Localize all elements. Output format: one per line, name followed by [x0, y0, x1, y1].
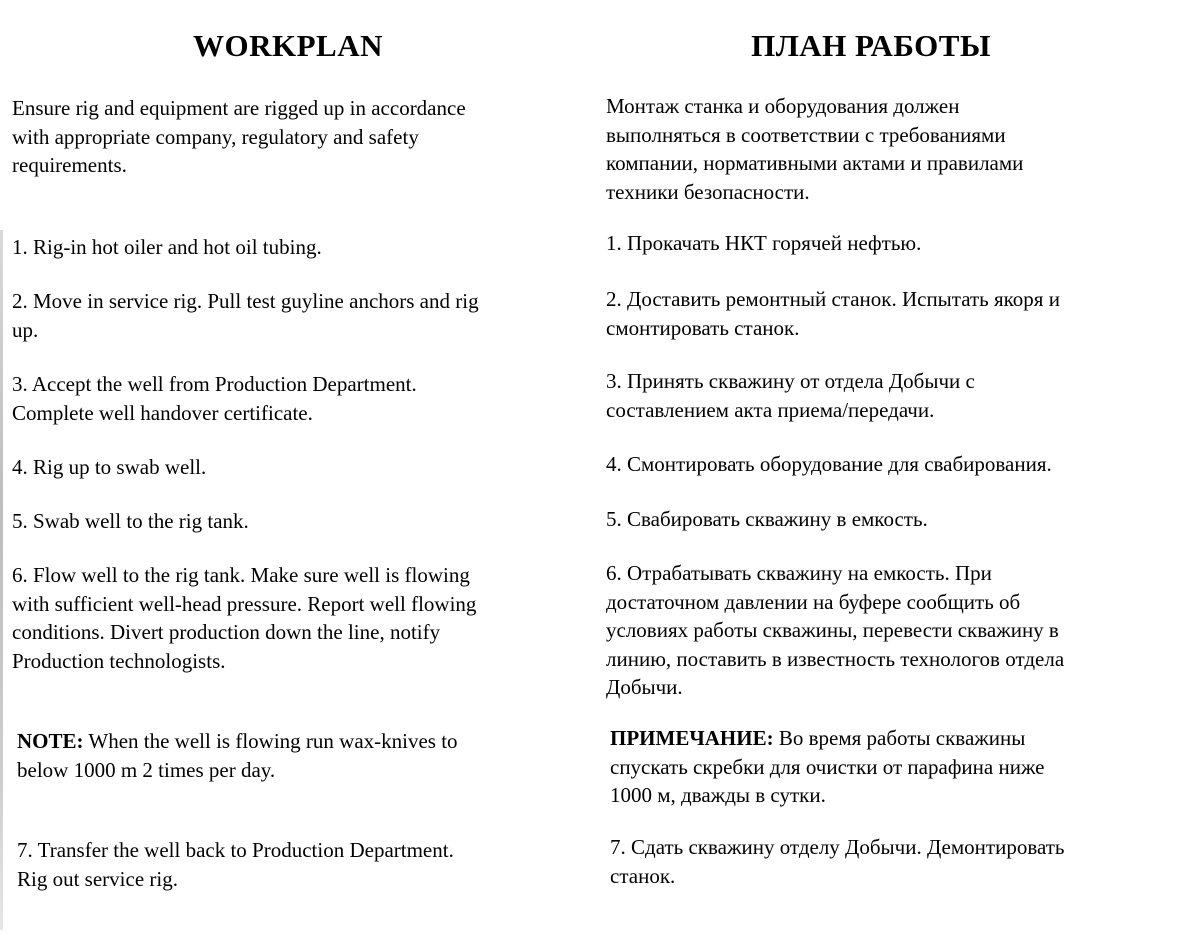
english-step-line: Production technologists.: [12, 648, 226, 673]
russian-note-text: Во время работы скважины: [773, 726, 1026, 750]
russian-step-line: 1. Прокачать НКТ горячей нефтью.: [606, 231, 922, 255]
english-step-line: 7. Transfer the well back to Production Department.: [17, 838, 454, 862]
russian-heading: ПЛАН РАБОТЫ: [751, 28, 991, 63]
english-note-label: NOTE:: [17, 729, 84, 753]
russian-note-line: спускать скребки для очистки от парафина ниже: [610, 754, 1045, 779]
english-step-line: 4. Rig up to swab well.: [12, 455, 207, 479]
russian-intro: [606, 92, 1023, 206]
english-step-line: Complete well handover certificate.: [12, 400, 313, 425]
english-note: [17, 727, 458, 784]
russian-step-7: [610, 833, 1064, 890]
russian-step-line: достаточном давлении на буфере сообщить об: [606, 589, 1021, 614]
english-step-line: 5. Swab well to the rig tank.: [12, 509, 249, 533]
russian-note-line: 1000 м, дважды в сутки.: [610, 783, 826, 807]
english-step-7: [17, 836, 454, 893]
english-intro-line: with appropriate company, regulatory and safety: [12, 124, 419, 149]
english-step-1: [12, 233, 322, 262]
russian-note-label: ПРИМЕЧАНИЕ:: [610, 726, 774, 750]
russian-step-4: [606, 450, 1052, 479]
english-step-line: 1. Rig-in hot oiler and hot oil tubing.: [12, 235, 322, 259]
english-note-text: When the well is flowing run wax-knives to: [83, 729, 458, 753]
russian-step-5: [606, 505, 928, 534]
english-step-3: [12, 370, 417, 427]
english-step-line: conditions. Divert production down the line, notify: [12, 620, 441, 644]
russian-step-6: [606, 559, 1064, 702]
russian-step-2: [606, 285, 1060, 342]
russian-step-line: 7. Сдать скважину отделу Добычи. Демонтировать: [610, 835, 1065, 859]
russian-step-3: [606, 367, 975, 424]
russian-step-line: 3. Принять скважину от отдела Добычи с: [606, 369, 975, 393]
english-step-4: [12, 453, 206, 482]
russian-step-line: 2. Доставить ремонтный станок. Испытать якоря и: [606, 287, 1060, 311]
russian-intro-line: техники безопасности.: [606, 179, 810, 204]
english-step-line: with sufficient well-head pressure. Report well flowing: [12, 591, 477, 616]
russian-note: [610, 724, 1045, 810]
english-step-line: 3. Accept the well from Production Department.: [12, 372, 417, 396]
english-intro-line: requirements.: [12, 153, 127, 177]
english-step-6: [12, 561, 476, 675]
english-step-line: Rig out service rig.: [17, 866, 178, 891]
russian-step-line: 5. Свабировать скважину в емкость.: [606, 507, 928, 531]
english-column: [12, 0, 584, 942]
russian-intro-line: выполняться в соответствии с требованиями: [606, 122, 1006, 147]
russian-intro-line: Монтаж станка и оборудования должен: [606, 94, 960, 118]
english-note-line: below 1000 m 2 times per day.: [17, 757, 276, 782]
english-step-5: [12, 507, 249, 536]
english-step-line: 6. Flow well to the rig tank. Make sure well is flowing: [12, 563, 470, 587]
russian-step-line: 4. Смонтировать оборудование для свабирования.: [606, 452, 1052, 476]
russian-step-line: 6. Отрабатывать скважину на емкость. При: [606, 561, 992, 585]
russian-column: [606, 0, 1172, 942]
russian-note-line: [610, 724, 1045, 753]
russian-step-1: [606, 229, 921, 258]
english-step-line: 2. Move in service rig. Pull test guyline anchors and rig: [12, 289, 479, 313]
russian-step-line: станок.: [610, 863, 676, 888]
russian-intro-line: компании, нормативными актами и правилами: [606, 151, 1024, 175]
english-intro: [12, 94, 466, 180]
russian-step-line: Добычи.: [606, 675, 683, 699]
russian-step-line: смонтировать станок.: [606, 315, 800, 340]
english-step-line: up.: [12, 317, 39, 342]
scan-edge-shadow: [0, 230, 3, 930]
russian-step-line: линию, поставить в известность технологов отдела: [606, 646, 1065, 671]
english-note-line: [17, 727, 458, 756]
english-heading: WORKPLAN: [193, 28, 383, 63]
english-intro-line: Ensure rig and equipment are rigged up in accordance: [12, 96, 466, 120]
russian-step-line: составлением акта приема/передачи.: [606, 397, 935, 422]
russian-step-line: условиях работы скважины, перевести скважину в: [606, 618, 1059, 642]
english-step-2: [12, 287, 479, 344]
